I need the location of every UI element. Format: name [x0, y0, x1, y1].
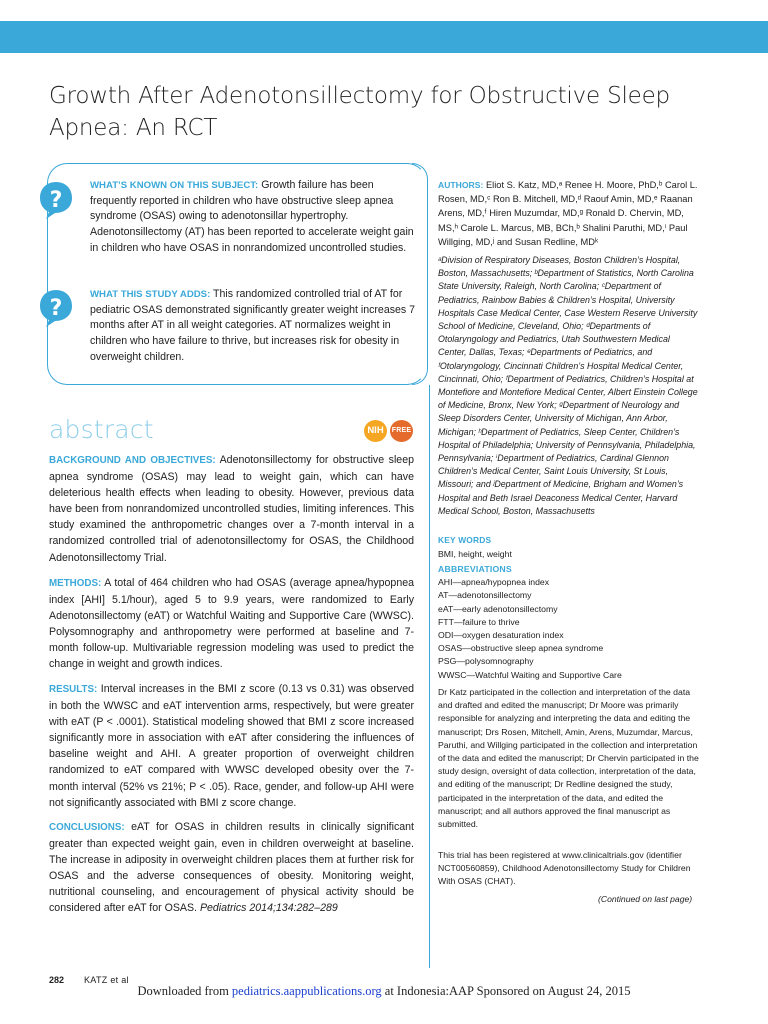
what-study-adds-label: WHAT THIS STUDY ADDS: [90, 289, 211, 300]
what-study-adds-text: This randomized controlled trial of AT for pediatric OSAS demonstrated significantly greater weight increases 7 months after AT in all weight categories. AT normalizes weight in children who have failure to thrive, but increases risk for obesity in overweight children. [90, 288, 416, 363]
whats-known-section [90, 178, 420, 257]
question-bubble-icon [38, 288, 74, 326]
continued-note: (Continued on last page) [598, 894, 693, 904]
citation: Pediatrics 2014;134:282–289 [197, 902, 338, 915]
abbreviation-item: ODI—oxygen desaturation index [438, 630, 564, 641]
background-label: BACKGROUND AND OBJECTIVES: [49, 455, 216, 466]
question-bubble-icon [38, 180, 74, 218]
journal-header-bar [0, 21, 768, 53]
trial-registration: This trial has been registered at www.clinicaltrials.gov (identifier NCT00560859), Childhood Adenotonsillectomy Study for Children With OSAS (CHAT). [438, 850, 691, 887]
page-number: 282 [49, 975, 65, 985]
svg-text:?: ? [49, 188, 63, 213]
nih-badge-icon: NIH [364, 420, 387, 442]
author-contributions: Dr Katz participated in the collection and interpretation of the data and drafted and edited the manuscript; Dr Moore was primarily responsible for analyzing and interpreting the data and editing the manuscript; Drs Rosen, Mitchell, Amin, Arens, Muzumdar, Marcus, Paruthi, and Willging participated in the collection and interpretation of the data and edited the manuscript; Dr Chervin participated in the study design, oversight of data collection, interpretation of the data, and editing of the manuscript; Dr Redline designed the study, participated in the interpretation of the data, and edited the manuscript; and all authors approved the final manuscript as submitted. [438, 687, 699, 830]
methods-label: METHODS: [49, 578, 102, 589]
whats-known-label: WHAT’S KNOWN ON THIS SUBJECT: [90, 180, 259, 191]
conclusions-label: CONCLUSIONS: [49, 822, 125, 833]
free-badge-icon: FREE [390, 420, 413, 442]
abstract-results [49, 681, 414, 811]
results-label: RESULTS: [49, 684, 98, 695]
abstract-background [49, 452, 414, 566]
abstract-heading: abstract [49, 415, 154, 444]
authors-section [438, 178, 700, 249]
keywords-heading: KEY WORDS [438, 535, 492, 545]
authors-label: AUTHORS: [438, 180, 484, 190]
abbreviation-item: FTT—failure to thrive [438, 616, 520, 627]
keywords-text: BMI, height, weight [438, 549, 512, 560]
keywords-section [438, 533, 700, 561]
column-divider [429, 385, 430, 968]
whats-known-text: Growth failure has been frequently reported in children who have obstructive sleep apnea syndrome (OSAS) owing to adenotonsillar hypertrophy. Adenotonsillectomy (AT) has been reported to accelerate weight gain in children who have OSAS in nonrandomized uncontrolled studies. [90, 179, 414, 254]
abbreviation-item: OSAS—obstructive sleep apnea syndrome [438, 643, 604, 654]
download-suffix: at Indonesia:AAP Sponsored on August 24, 2015 [381, 984, 631, 998]
abbreviation-item: PSG—polysomnography [438, 656, 534, 667]
abbreviation-item: WWSC—Watchful Waiting and Supportive Care [438, 669, 622, 680]
download-footer [0, 984, 768, 999]
abbreviation-item: AHI—apnea/hypopnea index [438, 577, 550, 588]
download-link[interactable]: pediatrics.aappublications.org [231, 984, 382, 998]
abstract-methods [49, 575, 414, 673]
abbreviation-item: eAT—early adenotonsillectomy [438, 603, 558, 614]
methods-text: A total of 464 children who had OSAS (average apnea/hypopnea index [AHI] 5.1/hour), aged 5 to 9.9 years, were randomized to Early Adenotonsillectomy (eAT) or Watchful Waiting and Supportive Care (WWSC). Polysomnography and anthropometry were performed at baseline and 7-month follow-up. Multivariable regression modeling was used to predict the change in weight and growth indices. [49, 577, 414, 671]
conclusions-text: eAT for OSAS in children results in clinically significant greater than expected weight gain, even in children overweight at baseline. The increase in adiposity in overweight children places them at further risk for OSAS and the adverse consequences of obesity. Monitoring weight, nutritional counseling, and encouragement of physical activity should be considered after eAT for OSAS. [49, 821, 414, 915]
abbreviations-heading: ABBREVIATIONS [438, 564, 512, 574]
abbreviations-section [438, 563, 700, 682]
article-title: Growth After Adenotonsillectomy for Obstructive Sleep Apnea: An RCT [49, 83, 670, 141]
running-head: KATZ et al [84, 975, 129, 985]
abstract-conclusions [49, 819, 414, 917]
abbreviation-item: AT—adenotonsillectomy [438, 590, 532, 601]
svg-text:?: ? [49, 296, 63, 321]
background-text: Adenotonsillectomy for obstructive sleep apnea syndrome (OSAS) may lead to weight gain, which can have deleterious health effects when leading to obesity. However, previous data have been from nonrandomized uncontrolled studies, limiting inferences. This study examined the anthropometric changes over a 7-month interval in a randomized controlled trial of adenotonsillectomy for OSAS, the Childhood Adenotonsillectomy Trial. [49, 454, 414, 564]
author-affiliations: ᵃDivision of Respiratory Diseases, Boston Children’s Hospital, Boston, Massachusetts; ᵇDepartment of Statistics, North Carolina State University, Raleigh, North Carolina; ᶜDepartment of Pediatrics, Rainbow Babies & Children’s Hospital, University Hospitals Case Medical Center, Case Western Reserve University School of Medicine, Cleveland, Ohio; ᵈDepartments of Otolaryngology and Pediatrics, Utah Southwestern Medical Center, Dallas, Texas; ᵉDepartments of Pediatrics, and ᶠOtolaryngology, Cincinnati Children’s Hospital Medical Center, Cincinnati, Ohio; ᶠDepartment of Pediatrics, Children’s Hospital at Montefiore and Montefiore Medical Center, Albert Einstein College of Medicine, Bronx, New York; ᵍDepartment of Neurology and Sleep Disorders Center, University of Michigan, Ann Arbor, Michigan; ʰDepartment of Pediatrics, Sleep Center, Children’s Hospital of Philadelphia; University of Pennsylvania, Philadelphia, Pennsylvania; ⁱDepartment of Pediatrics, Cardinal Glennon Children’s Medical Center, Saint Louis University, St Louis, Missouri; and ʲDepartment of Medicine, Brigham and Women’s Hospital and Beth Israel Deaconess Medical Center, Harvard Medical School, Boston, Massachusetts [438, 255, 698, 516]
results-text: Interval increases in the BMI z score (0.13 vs 0.31) was observed in both the WWSC and eAT intervention arms, respectively, but were greater with eAT (P < .0001). Statistical modeling showed that BMI z score increased significantly more in association with eAT after considering the influences of baseline weight and AHI. A greater proportion of overweight children randomized to eAT compared with WWSC developed obesity over the 7-month interval (52% vs 21%; P < .05). Race, gender, and follow-up AHI were not significantly associated with BMI z score change. [49, 683, 414, 809]
download-prefix: Downloaded from [137, 984, 232, 998]
authors-text: Eliot S. Katz, MD,ᵃ Renee H. Moore, PhD,ᵇ Carol L. Rosen, MD,ᶜ Ron B. Mitchell, MD,ᵈ Raouf Amin, MD,ᵉ Raanan Arens, MD,ᶠ Hiren Muzumdar, MD,ᵍ Ronald D. Chervin, MD, MS,ʰ Carole L. Marcus, MB, BCh,ᵇ Shalini Paruthi, MD,ⁱ Paul Willging, MD,ʲ and Susan Redline, MDᵏ [438, 180, 698, 247]
what-study-adds-section [90, 287, 420, 366]
